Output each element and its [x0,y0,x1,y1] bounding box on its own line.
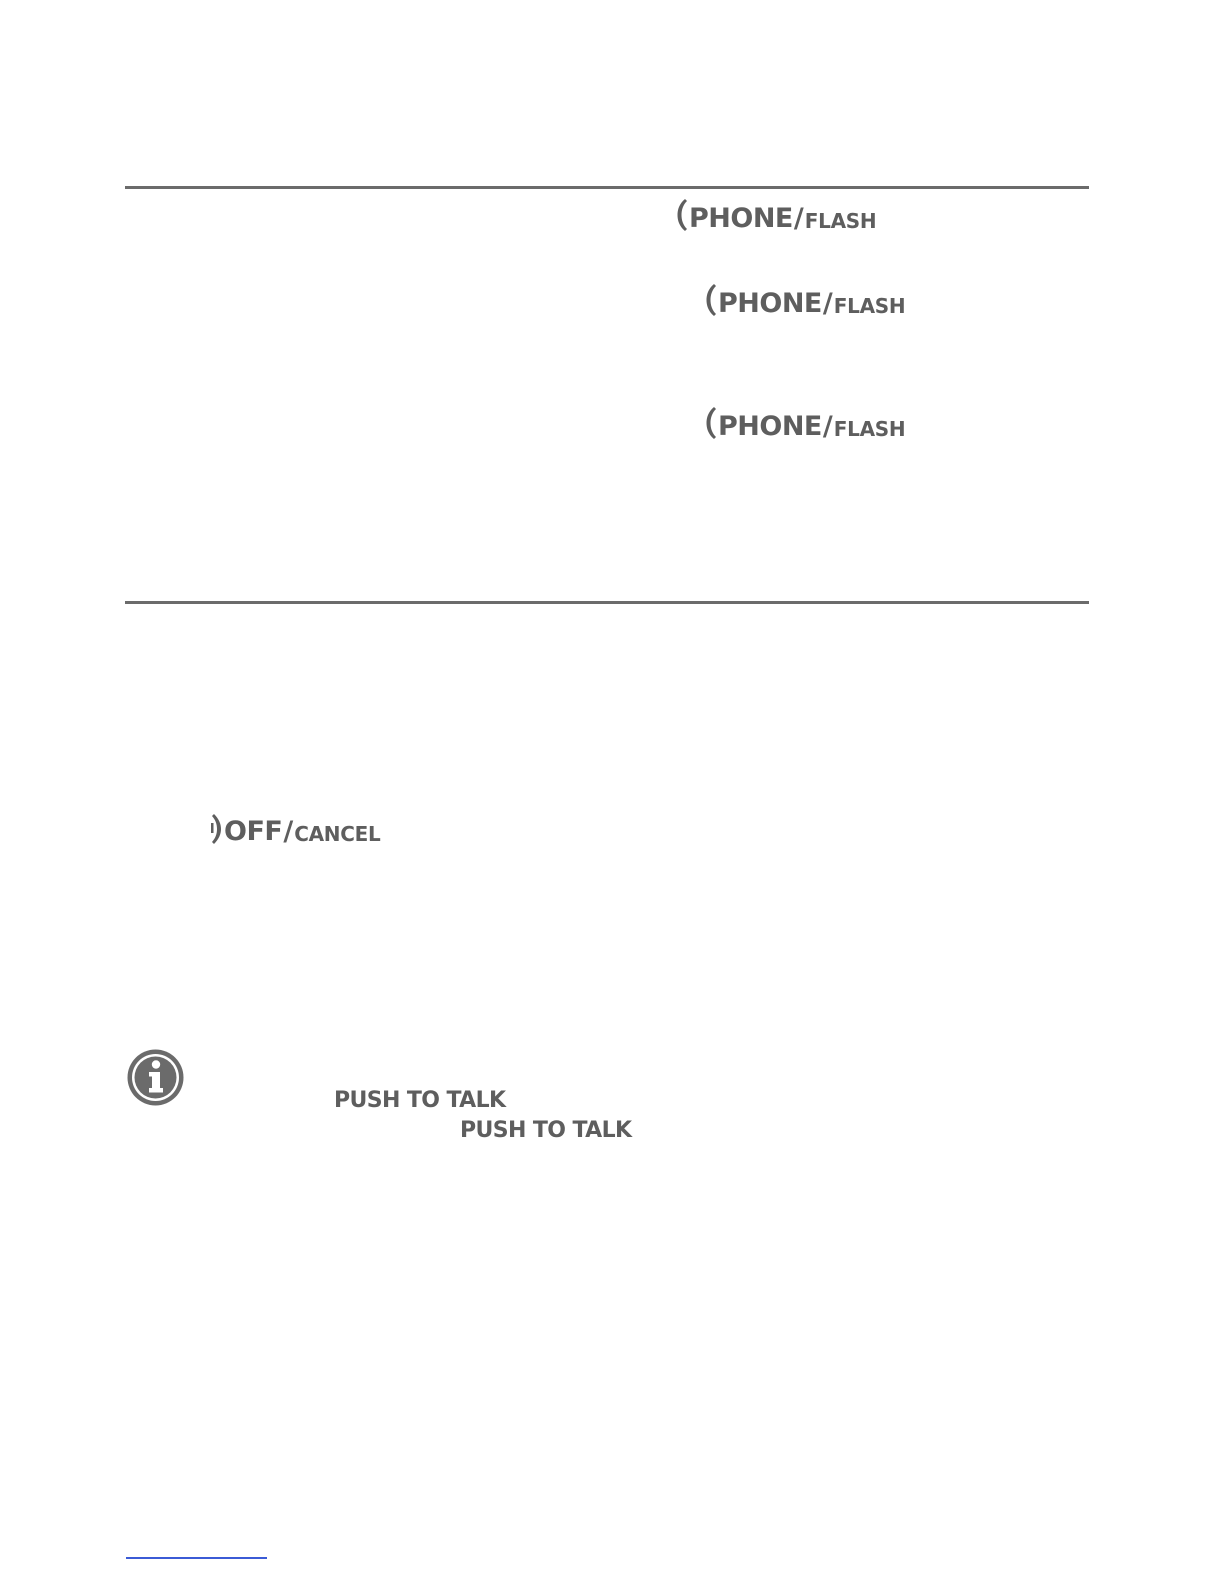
info-icon [127,1049,184,1106]
key-separator: / [822,288,833,319]
push-to-talk-label: PUSH TO TALK [334,1088,506,1113]
off-cancel-key-label [211,813,380,845]
key-separator: / [822,411,833,442]
off-key-text: OFF [224,816,283,847]
footer-link-underline[interactable] [126,1557,267,1559]
handset-icon [705,283,717,317]
phone-flash-key-label [676,198,876,232]
phone-key-text: PHONE [689,203,793,234]
cancel-key-text: CANCEL [294,822,381,846]
bottom-rule [125,601,1089,604]
phone-key-text: PHONE [718,411,822,442]
key-separator: / [793,203,804,234]
handset-icon [705,406,717,440]
flash-key-text: FLASH [804,209,877,233]
handset-icon [676,198,688,232]
key-separator: / [283,816,294,847]
phone-flash-key-label [705,406,905,440]
phone-flash-key-label [705,283,905,317]
push-to-talk-label: PUSH TO TALK [460,1118,632,1143]
phone-key-text: PHONE [718,288,822,319]
top-rule [125,186,1089,189]
flash-key-text: FLASH [833,294,906,318]
flash-key-text: FLASH [833,417,906,441]
hang-up-icon [211,813,223,845]
